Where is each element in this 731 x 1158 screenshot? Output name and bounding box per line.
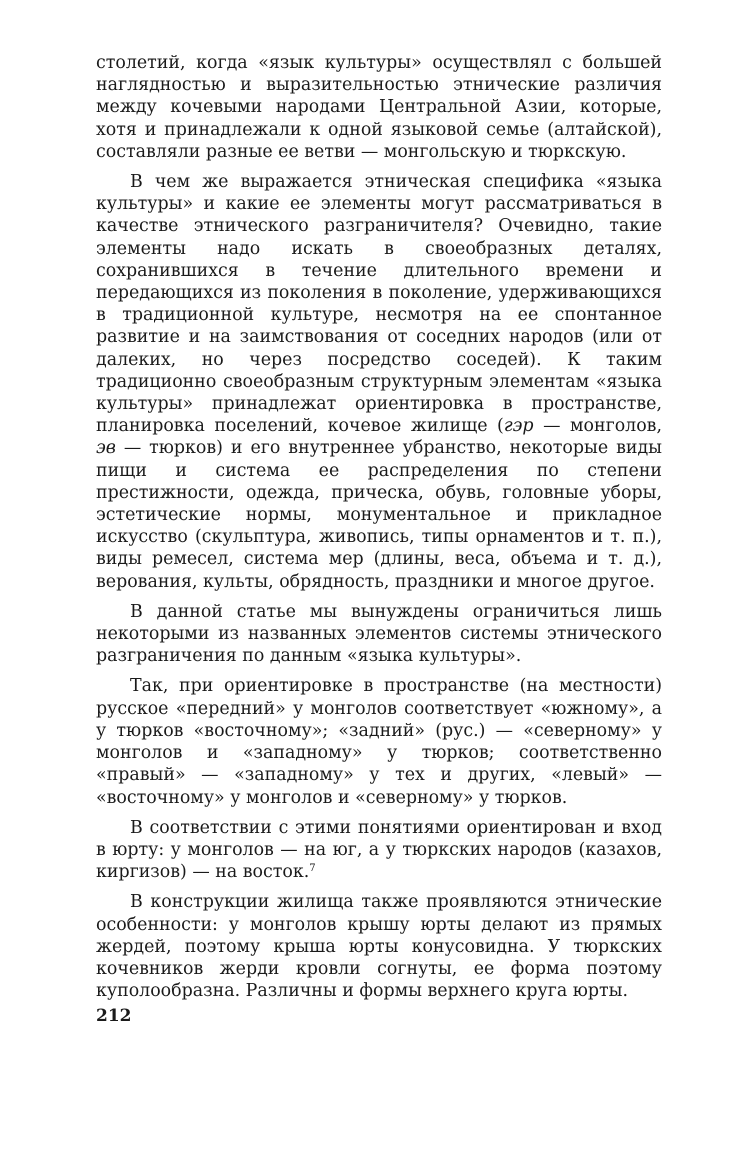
- paragraph-3-text: В данной статье мы вынуждены ограничиться лишь некоторыми из названных элементов системы этнического разграничения по данным «языка культуры».: [96, 601, 662, 667]
- paragraph-2-text-middle: — монголов,: [533, 416, 662, 437]
- page-number: 212: [96, 1006, 132, 1026]
- paragraph-6: [96, 891, 662, 1002]
- paragraph-4: [96, 675, 662, 808]
- paragraph-2-text-end: — тюрков) и его внутреннее убранство, некоторые виды пищи и система ее распределения по степени престижности, одежда, прическа, обувь, головные уборы, эстетические нормы, монументальное и прикладное искусство (скульптура, живопись, типы орнаментов и т. п.), виды ремесел, система мер (длины, веса, объема и т. д.), верования, культы, обрядность, праздники и многое другое.: [96, 438, 662, 592]
- page-body: [96, 52, 662, 1010]
- footnote-mark[interactable]: 7: [309, 863, 316, 875]
- term-ger: гэр: [503, 416, 534, 437]
- paragraph-3: [96, 601, 662, 668]
- paragraph-1-text: столетий, когда «язык культуры» осуществлял с большей наглядностью и выразительностью этнические различия между кочевыми народами Центральной Азии, которые, хотя и принадлежали к одной языковой семье (алтайской), составляли разные ее ветви — монгольскую и тюркскую.: [96, 53, 662, 162]
- paragraph-4-text: Так, при ориентировке в пространстве (на местности) русское «передний» у монголов соответствует «южному», а у тюрков «восточному»; «задний» (рус.) — «северному» у монголов и «западному» у тюрков; соответственно «правый» — «западному» у тех и других, «левый» — «восточному» у монголов и «северному» у тюрков.: [96, 676, 662, 808]
- paragraph-2: [96, 171, 662, 593]
- paragraph-2-text-start: В чем же выражается этническая специфика «языка культуры» и какие ее элементы могут рассматриваться в качестве этнического разграничителя? Очевидно, такие элементы надо искать в своеобразных деталях, сохранившихся в течение длительного времени и передающихся из поколения в поколение, удерживающихся в традиционной культуре, несмотря на ее спонтанное развитие и на заимствования от соседних народов (или от далеких, но через посредство соседей). К таким традиционно своеобразным структурным элементам «языка культуры» принадлежат ориентировка в пространстве, планировка поселений, кочевое жилище (: [96, 172, 662, 437]
- paragraph-5-text: В соответствии с этими понятиями ориентирован и вход в юрту: у монголов — на юг, а у тюркских народов (казахов, киргизов) — на восток.: [96, 817, 662, 883]
- paragraph-5: [96, 817, 662, 884]
- term-ev: эв: [96, 438, 116, 459]
- paragraph-1: [96, 52, 662, 163]
- paragraph-6-text: В конструкции жилища также проявляются этнические особенности: у монголов крышу юрты делают из прямых жердей, поэтому крыша юрты конусовидна. У тюркских кочевников жерди кровли согнуты, ее форма поэтому куполообразна. Различны и формы верхнего круга юрты.: [96, 892, 662, 1002]
